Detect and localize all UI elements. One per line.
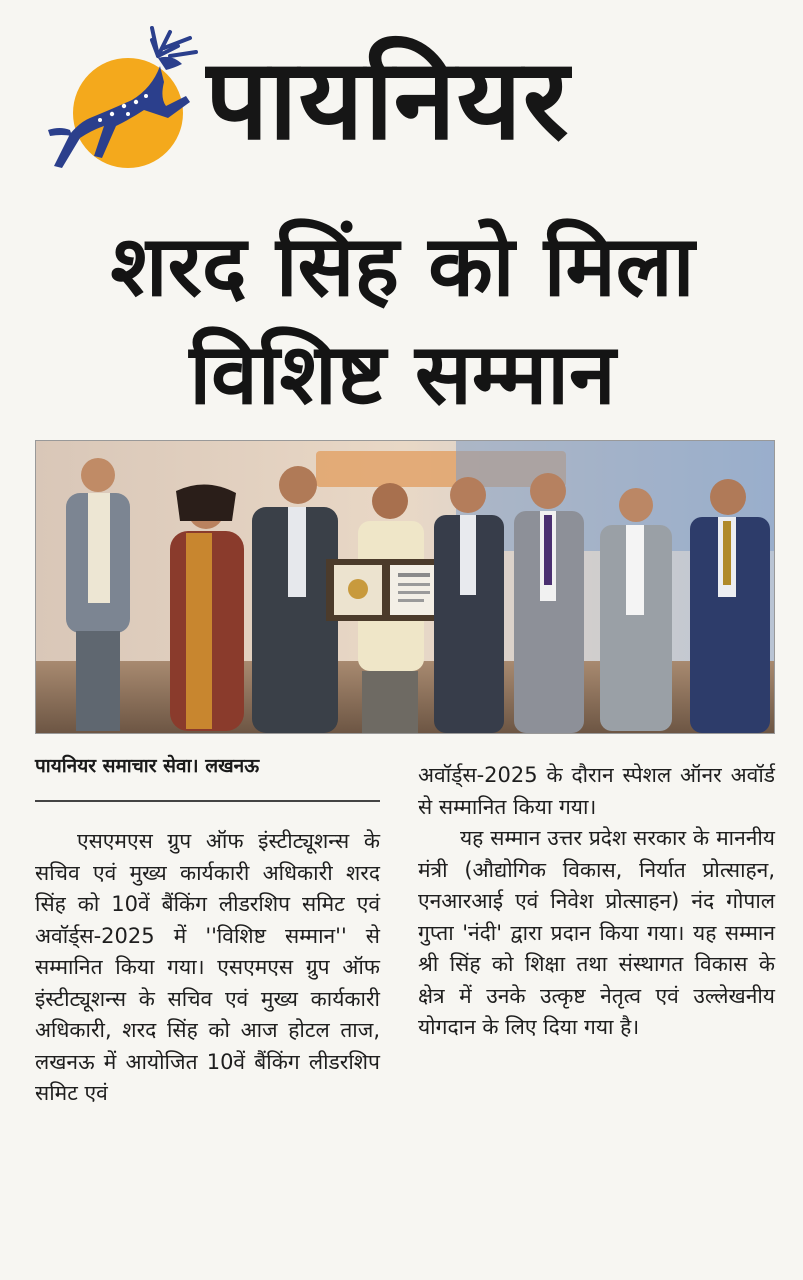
article-column-left (35, 826, 380, 1110)
article-paragraph: एसएमएस ग्रुप ऑफ इंस्टीट्यूशन्स के सचिव एवं मुख्य कार्यकारी अधिकारी शरद सिंह को 10वें बैंकिंग लीडरशिप समिट एवं अवॉर्ड्स-2025 में ''विशिष्ट सम्मान'' से सम्मानित किया गया। एसएमएस ग्रुप ऑफ इंस्टीट्यूशन्स के सचिव एवं मुख्य कार्यकारी अधिकारी, शरद सिंह को आज होटल ताज, लखनऊ में आयोजित 10वें बैंकिंग लीडरशिप समिट एवं (35, 829, 380, 1105)
byline: पायनियर समाचार सेवा। लखनऊ (35, 755, 260, 777)
article-column-right (418, 760, 775, 1044)
headline-line-1: शरद सिंह को मिला (110, 217, 695, 315)
headline (30, 212, 775, 428)
newspaper-name: पायनियर (205, 35, 570, 165)
byline-divider (35, 800, 380, 802)
headline-line-2: विशिष्ट सम्मान (189, 325, 616, 423)
masthead (0, 0, 803, 190)
article-paragraph: यह सम्मान उत्तर प्रदेश सरकार के माननीय मंत्री (औद्योगिक विकास, निर्यात प्रोत्साहन, एनआरआई एवं निवेश प्रोत्साहन) नंद गोपाल गुप्ता 'नंदी' द्वारा प्रदान किया गया। यह सम्मान श्री सिंह को शिक्षा तथा संस्थागत विकास के क्षेत्र में उनके उत्कृष्ट नेतृत्व एवं उल्लेखनीय योगदान के लिए दिया गया है। (418, 826, 775, 1039)
award-ceremony-photo (35, 440, 775, 734)
deer-sun-logo-icon (40, 18, 210, 178)
article-continuation: अवॉर्ड्स-2025 के दौरान स्पेशल ऑनर अवॉर्ड से सम्मानित किया गया। (418, 763, 775, 819)
